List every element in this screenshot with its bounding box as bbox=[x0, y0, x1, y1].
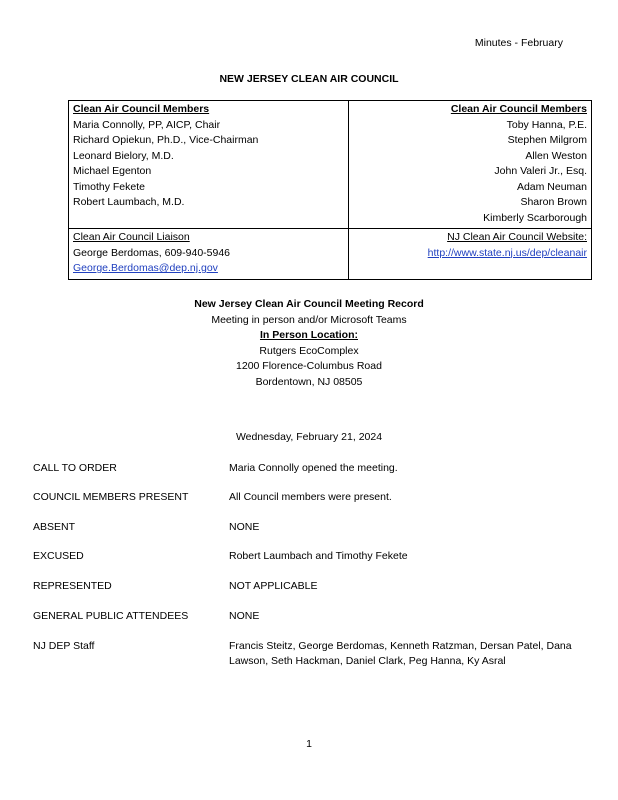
member-name: Kimberly Scarborough bbox=[483, 211, 587, 224]
agenda-label: ABSENT bbox=[33, 521, 76, 533]
document-title: NEW JERSEY CLEAN AIR COUNCIL bbox=[219, 73, 399, 85]
member-name: Stephen Milgrom bbox=[507, 134, 587, 146]
member-name: Michael Egenton bbox=[73, 165, 152, 177]
website-heading: NJ Clean Air Council Website: bbox=[447, 231, 587, 243]
liaison-cell bbox=[69, 229, 349, 280]
liaison-heading: Clean Air Council Liaison bbox=[73, 231, 190, 243]
members-right-cell bbox=[349, 101, 592, 229]
members-table bbox=[68, 100, 592, 280]
member-name: Timothy Fekete bbox=[73, 180, 145, 193]
member-name: Richard Opiekun, Ph.D., Vice-Chairman bbox=[73, 134, 259, 146]
member-name: Adam Neuman bbox=[516, 180, 587, 193]
agenda-label: COUNCIL MEMBERS PRESENT bbox=[33, 491, 189, 503]
location-heading: In Person Location: bbox=[259, 329, 358, 341]
agenda-value: Robert Laumbach and Timothy Fekete bbox=[229, 550, 408, 562]
city-address: Bordentown, NJ 08505 bbox=[255, 375, 363, 388]
member-name: Leonard Bielory, M.D. bbox=[73, 149, 174, 162]
agenda-value: All Council members were present. bbox=[229, 491, 392, 503]
meeting-record-block bbox=[0, 297, 618, 390]
running-header: Minutes - February bbox=[474, 37, 563, 49]
agenda-label: CALL TO ORDER bbox=[33, 462, 117, 474]
meeting-record-title: New Jersey Clean Air Council Meeting Record bbox=[194, 298, 424, 310]
street-address: 1200 Florence-Columbus Road bbox=[236, 360, 382, 372]
member-name: John Valeri Jr., Esq. bbox=[494, 165, 587, 177]
members-left-cell bbox=[69, 101, 349, 229]
website-link[interactable]: http://www.state.nj.us/dep/cleanair bbox=[427, 246, 587, 259]
liaison-email-link[interactable]: George.Berdomas@dep.nj.gov bbox=[73, 262, 218, 274]
member-name: Sharon Brown bbox=[520, 196, 587, 208]
agenda-label: GENERAL PUBLIC ATTENDEES bbox=[33, 610, 189, 622]
venue: Rutgers EcoComplex bbox=[259, 344, 359, 357]
members-right-heading: Clean Air Council Members bbox=[450, 103, 587, 115]
agenda-value: Maria Connolly opened the meeting. bbox=[229, 462, 398, 474]
member-name: Robert Laumbach, M.D. bbox=[73, 196, 185, 208]
member-name: Allen Weston bbox=[525, 149, 587, 162]
agenda-value: NONE bbox=[229, 521, 260, 533]
meeting-format: Meeting in person and/or Microsoft Teams bbox=[211, 313, 407, 326]
agenda-value: Francis Steitz, George Berdomas, Kenneth Ratzman, Dersan Patel, Dana Lawson, Seth Hackman, Daniel Clark, Peg Hanna, Ky Asral bbox=[229, 640, 572, 667]
page-number: 1 bbox=[306, 738, 312, 750]
meeting-date: Wednesday, February 21, 2024 bbox=[235, 431, 383, 443]
agenda-label: EXCUSED bbox=[33, 550, 84, 562]
agenda-value: NOT APPLICABLE bbox=[229, 580, 318, 592]
agenda-value: NONE bbox=[229, 610, 260, 622]
agenda-label: REPRESENTED bbox=[33, 580, 112, 592]
website-cell bbox=[349, 229, 592, 280]
member-name: Maria Connolly, PP, AICP, Chair bbox=[73, 118, 221, 131]
agenda-label: NJ DEP Staff bbox=[33, 640, 95, 652]
liaison-name: George Berdomas, 609-940-5946 bbox=[73, 246, 231, 259]
member-name: Toby Hanna, P.E. bbox=[506, 118, 587, 131]
members-left-heading: Clean Air Council Members bbox=[73, 103, 210, 115]
